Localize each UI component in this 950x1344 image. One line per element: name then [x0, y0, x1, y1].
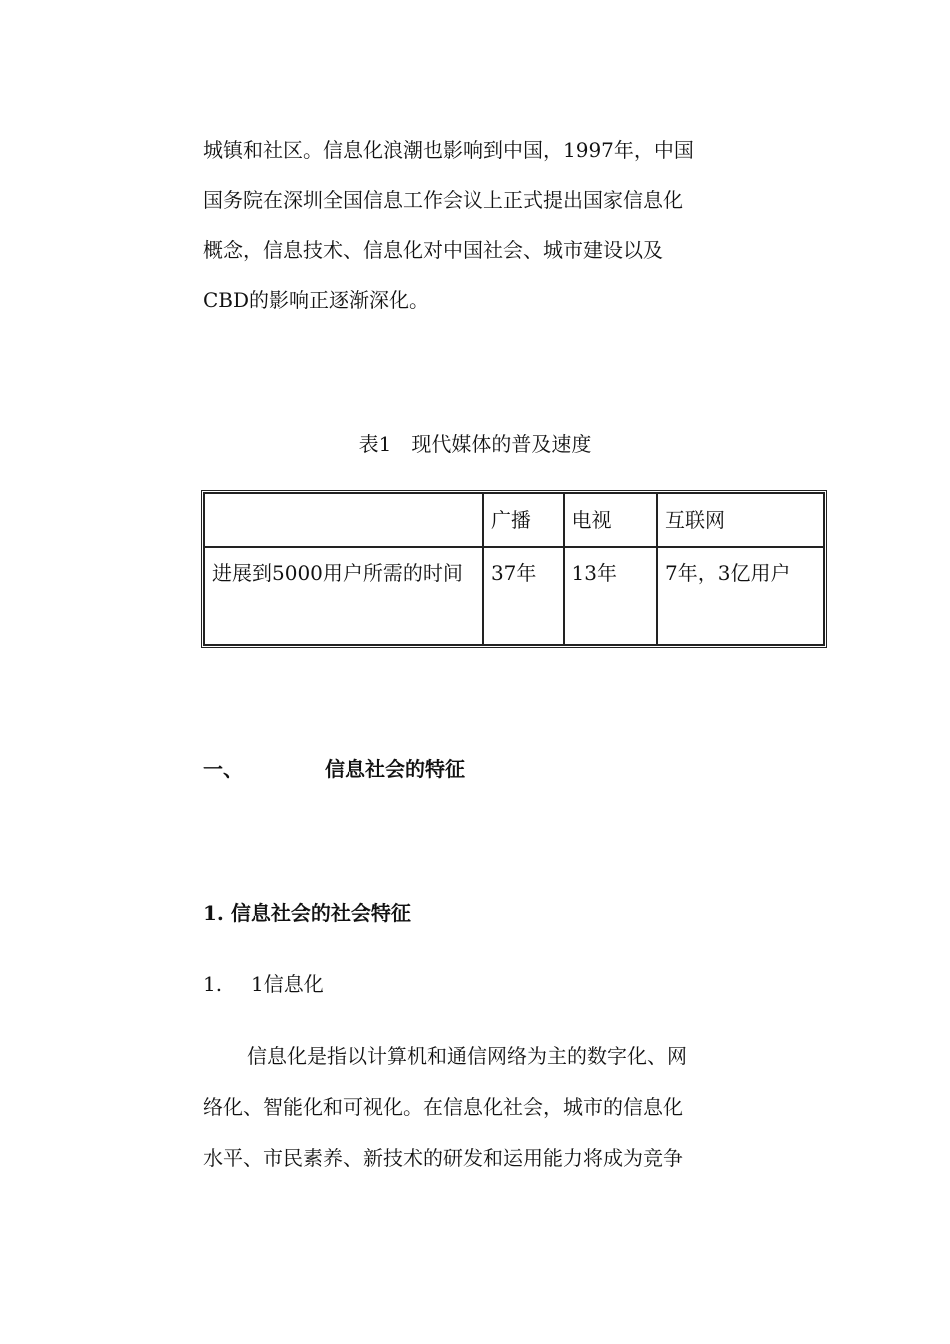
table-header-cell: 广播: [483, 493, 564, 547]
subsection-heading: 1. 信息社会的社会特征: [203, 901, 411, 925]
table-cell: 37年: [483, 547, 564, 645]
paragraph-line: 信息化是指以计算机和通信网络为主的数字化、网: [247, 1044, 687, 1068]
table-header-row: [204, 493, 824, 547]
table-header-cell: 电视: [564, 493, 657, 547]
paragraph-line: 概念，信息技术、信息化对中国社会、城市建设以及: [203, 238, 663, 262]
subsubsection-title: 1信息化: [251, 972, 324, 996]
table-row: [204, 547, 824, 645]
section-number: 一、: [203, 757, 243, 781]
paragraph-line: 城镇和社区。信息化浪潮也影响到中国，1997年，中国: [203, 138, 694, 162]
subsubsection-heading: [203, 971, 324, 997]
table-cell: 7年，3亿用户: [657, 547, 824, 645]
paragraph-line: CBD的影响正逐渐深化。: [203, 288, 430, 312]
paragraph-line: 国务院在深圳全国信息工作会议上正式提出国家信息化: [203, 188, 683, 212]
paragraph-line: 络化、智能化和可视化。在信息化社会，城市的信息化: [203, 1095, 683, 1119]
section-heading: [203, 756, 465, 782]
table-cell: 进展到5000用户所需的时间: [204, 547, 483, 645]
media-adoption-table: [201, 490, 827, 648]
table-header-cell: 互联网: [657, 493, 824, 547]
paragraph-line: 水平、市民素养、新技术的研发和运用能力将成为竞争: [203, 1146, 683, 1170]
table-caption: 表1 现代媒体的普及速度: [358, 432, 592, 456]
table-cell: 13年: [564, 547, 657, 645]
section-title: 信息社会的特征: [325, 757, 465, 781]
table-header-cell: [204, 493, 483, 547]
subsubsection-number: 1.: [203, 972, 223, 996]
